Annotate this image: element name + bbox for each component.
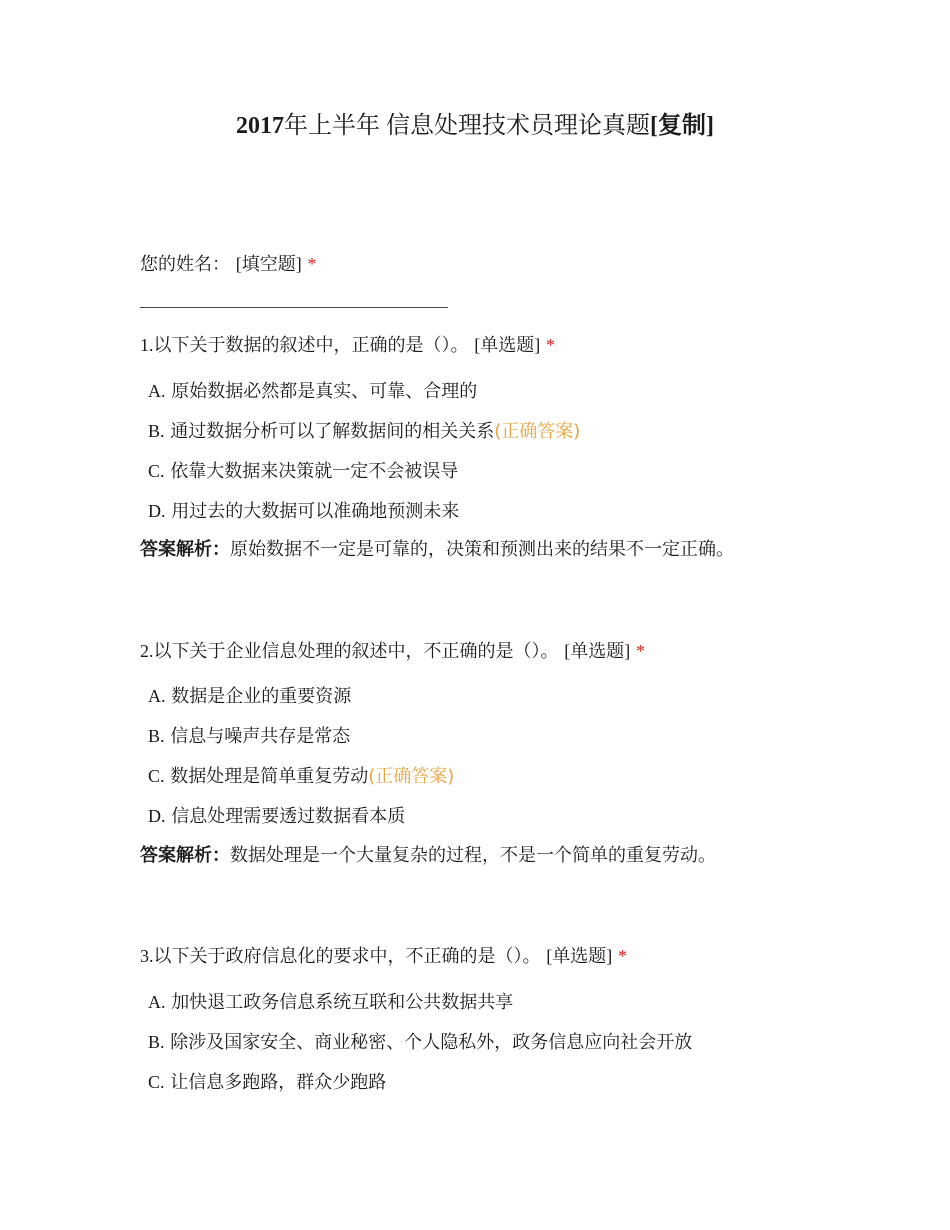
required-star: * bbox=[545, 335, 555, 355]
required-star: * bbox=[617, 946, 627, 966]
title-text: 年上半年 信息处理技术员理论真题 bbox=[284, 113, 650, 139]
q2-option-a bbox=[148, 682, 351, 711]
option-letter: A. bbox=[148, 992, 166, 1012]
name-label: 您的姓名： bbox=[140, 254, 230, 275]
correct-answer-mark: (正确答案) bbox=[368, 766, 455, 787]
q3-option-c bbox=[148, 1068, 386, 1097]
name-type: [填空题] bbox=[235, 254, 302, 274]
option-text: 依靠大数据来决策就一定不会被误导 bbox=[170, 461, 459, 482]
option-text: 通过数据分析可以了解数据间的相关关系 bbox=[170, 421, 495, 442]
q2-option-c bbox=[148, 762, 454, 791]
q3-option-a bbox=[148, 988, 513, 1017]
option-letter: C. bbox=[148, 766, 165, 786]
option-text: 信息处理需要透过数据看本质 bbox=[171, 806, 406, 827]
question-prompt: 3.以下关于政府信息化的要求中，不正确的是（）。 bbox=[140, 946, 541, 966]
option-letter: D. bbox=[148, 501, 166, 521]
option-text: 原始数据必然都是真实、可靠、合理的 bbox=[171, 381, 478, 402]
option-letter: B. bbox=[148, 421, 165, 441]
required-star: * bbox=[635, 641, 645, 661]
q1-option-a bbox=[148, 377, 477, 406]
name-question bbox=[140, 250, 920, 279]
option-text: 加快退工政务信息系统互联和公共数据共享 bbox=[171, 992, 514, 1013]
option-letter: C. bbox=[148, 1072, 165, 1092]
q1-option-b bbox=[148, 417, 580, 446]
option-letter: C. bbox=[148, 461, 165, 481]
question-type: [单选题] bbox=[546, 946, 613, 966]
option-letter: B. bbox=[148, 1032, 165, 1052]
q2-option-b bbox=[148, 722, 350, 751]
question-1-prompt bbox=[140, 331, 920, 360]
analysis-label: 答案解析： bbox=[140, 845, 230, 866]
q2-option-d bbox=[148, 802, 405, 831]
q2-analysis bbox=[140, 842, 716, 870]
title-suffix: [复制] bbox=[650, 113, 714, 139]
option-text: 用过去的大数据可以准确地预测未来 bbox=[171, 501, 460, 522]
option-letter: D. bbox=[148, 806, 166, 826]
q3-option-b bbox=[148, 1028, 692, 1057]
correct-answer-mark: (正确答案) bbox=[494, 421, 581, 442]
required-star: * bbox=[307, 254, 317, 274]
q1-analysis bbox=[140, 536, 734, 564]
question-prompt: 2.以下关于企业信息处理的叙述中，不正确的是（）。 bbox=[140, 641, 559, 661]
analysis-text: 原始数据不一定是可靠的，决策和预测出来的结果不一定正确。 bbox=[230, 539, 734, 560]
name-input-line[interactable] bbox=[140, 307, 448, 308]
analysis-label: 答案解析： bbox=[140, 539, 230, 560]
question-prompt: 1.以下关于数据的叙述中，正确的是（）。 bbox=[140, 335, 469, 355]
option-letter: A. bbox=[148, 381, 166, 401]
option-text: 数据处理是简单重复劳动 bbox=[170, 766, 369, 787]
title-year: 2017 bbox=[236, 113, 284, 139]
question-2-prompt bbox=[140, 637, 920, 666]
question-3-prompt bbox=[140, 942, 920, 971]
q1-option-d bbox=[148, 497, 459, 526]
page-title bbox=[0, 108, 950, 144]
option-text: 除涉及国家安全、商业秘密、个人隐私外，政务信息应向社会开放 bbox=[170, 1032, 693, 1053]
option-letter: B. bbox=[148, 726, 165, 746]
option-letter: A. bbox=[148, 686, 166, 706]
option-text: 数据是企业的重要资源 bbox=[171, 686, 352, 707]
question-type: [单选题] bbox=[474, 335, 541, 355]
q1-option-c bbox=[148, 457, 458, 486]
option-text: 信息与噪声共存是常态 bbox=[170, 726, 351, 747]
option-text: 让信息多跑路，群众少跑路 bbox=[170, 1072, 387, 1093]
analysis-text: 数据处理是一个大量复杂的过程，不是一个简单的重复劳动。 bbox=[230, 845, 716, 866]
question-type: [单选题] bbox=[564, 641, 631, 661]
